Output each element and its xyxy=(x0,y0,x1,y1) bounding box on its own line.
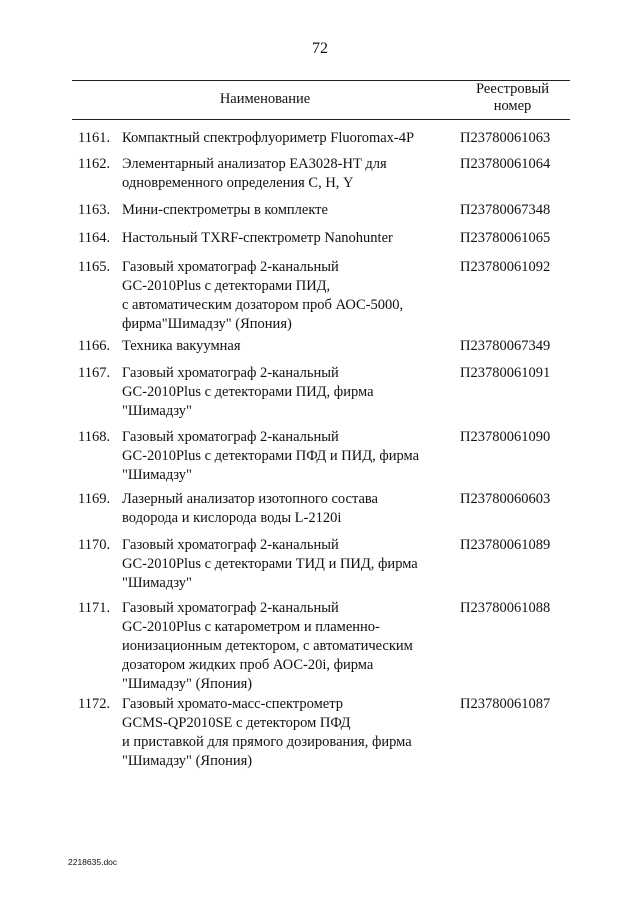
row-number: 1164. xyxy=(78,230,111,246)
row-name-line: с автоматическим дозатором проб АОС-5000, xyxy=(122,297,404,313)
column-header-name: Наименование xyxy=(219,91,311,107)
row-number: 1163. xyxy=(78,202,111,218)
row-number: 1167. xyxy=(78,365,111,381)
row-name-line: Газовый хромато-масс-спектрометр xyxy=(122,696,343,712)
row-name xyxy=(122,428,454,485)
row-name-line: Газовый хроматограф 2-канальный xyxy=(122,259,339,275)
row-name-line: Газовый хроматограф 2-канальный xyxy=(122,429,339,445)
row-registry-number: П23780060603 xyxy=(460,491,551,507)
row-name-line: Лазерный анализатор изотопного состава xyxy=(122,491,378,507)
row-registry-number: П23780061063 xyxy=(460,130,551,146)
row-name-line: Элементарный анализатор ЕА3028-НТ для xyxy=(122,156,387,172)
row-number: 1166. xyxy=(78,338,111,354)
row-name-line: Газовый хроматограф 2-канальный xyxy=(122,537,339,553)
row-name xyxy=(122,337,454,356)
row-name xyxy=(122,258,454,334)
footer-filename: 2218635.doc xyxy=(68,857,118,867)
row-name xyxy=(122,599,454,694)
row-name-line: Газовый хроматограф 2-канальный xyxy=(122,600,339,616)
row-registry-number: П23780067348 xyxy=(460,202,551,218)
row-name-line: GC-2010Plus с детекторами ТИД и ПИД, фирма xyxy=(122,556,418,572)
row-registry-number: П23780061065 xyxy=(460,230,551,246)
row-name-line: GCMS-QP2010SE с детектором ПФД xyxy=(122,715,351,731)
row-name xyxy=(122,695,454,771)
row-name xyxy=(122,229,454,248)
row-name xyxy=(122,201,454,220)
row-number: 1162. xyxy=(78,156,111,172)
row-name-line: Мини-спектрометры в комплекте xyxy=(122,202,328,218)
row-registry-number: П23780061089 xyxy=(460,537,551,553)
column-header-registry-line1: Реестровый xyxy=(476,81,549,97)
row-name-line: GC-2010Plus с детекторами ПИД, xyxy=(122,278,331,294)
row-number: 1168. xyxy=(78,429,111,445)
row-name-line: "Шимадзу" xyxy=(122,467,192,483)
row-name xyxy=(122,490,454,528)
row-registry-number: П23780061087 xyxy=(460,696,551,712)
row-registry-number: П23780061091 xyxy=(460,365,551,381)
row-name-line: "Шимадзу" (Япония) xyxy=(122,753,253,769)
row-name xyxy=(122,364,454,421)
row-name-line: "Шимадзу" (Япония) xyxy=(122,676,253,692)
row-name xyxy=(122,155,454,193)
row-name-line: фирма"Шимадзу" (Япония) xyxy=(122,316,292,332)
row-number: 1161. xyxy=(78,130,111,146)
row-name-line: "Шимадзу" xyxy=(122,403,192,419)
row-name-line: "Шимадзу" xyxy=(122,575,192,591)
row-number: 1169. xyxy=(78,491,111,507)
row-number: 1165. xyxy=(78,259,111,275)
row-name-line: водорода и кислорода воды L-2120i xyxy=(122,510,342,526)
row-name xyxy=(122,129,454,148)
row-name-line: GC-2010Plus с детекторами ПФД и ПИД, фирма xyxy=(122,448,420,464)
row-name-line: GC-2010Plus с катарометром и пламенно- xyxy=(122,619,380,635)
row-name-line: Компактный спектрофлуориметр Fluoromax-4P xyxy=(122,130,415,146)
row-name-line: Настольный TXRF-спектрометр Nanohunter xyxy=(122,230,393,246)
row-number: 1171. xyxy=(78,600,111,616)
row-name-line: Техника вакуумная xyxy=(122,338,241,354)
row-name xyxy=(122,536,454,593)
row-registry-number: П23780061090 xyxy=(460,429,551,445)
row-name-line: GC-2010Plus с детекторами ПИД, фирма xyxy=(122,384,374,400)
row-registry-number: П23780061088 xyxy=(460,600,551,616)
row-registry-number: П23780061064 xyxy=(460,156,551,172)
page-number: 72 xyxy=(312,40,328,57)
column-header-registry-line2: номер xyxy=(493,98,532,114)
row-registry-number: П23780067349 xyxy=(460,338,551,354)
row-number: 1172. xyxy=(78,696,111,712)
row-name-line: дозатором жидких проб АОС-20i, фирма xyxy=(122,657,374,673)
row-name-line: и приставкой для прямого дозирования, фирма xyxy=(122,734,412,750)
row-name-line: Газовый хроматограф 2-канальный xyxy=(122,365,339,381)
row-name-line: ионизационным детектором, с автоматическим xyxy=(122,638,413,654)
row-name-line: одновременного определения С, Н, Y xyxy=(122,175,354,191)
row-number: 1170. xyxy=(78,537,111,553)
row-registry-number: П23780061092 xyxy=(460,259,551,275)
